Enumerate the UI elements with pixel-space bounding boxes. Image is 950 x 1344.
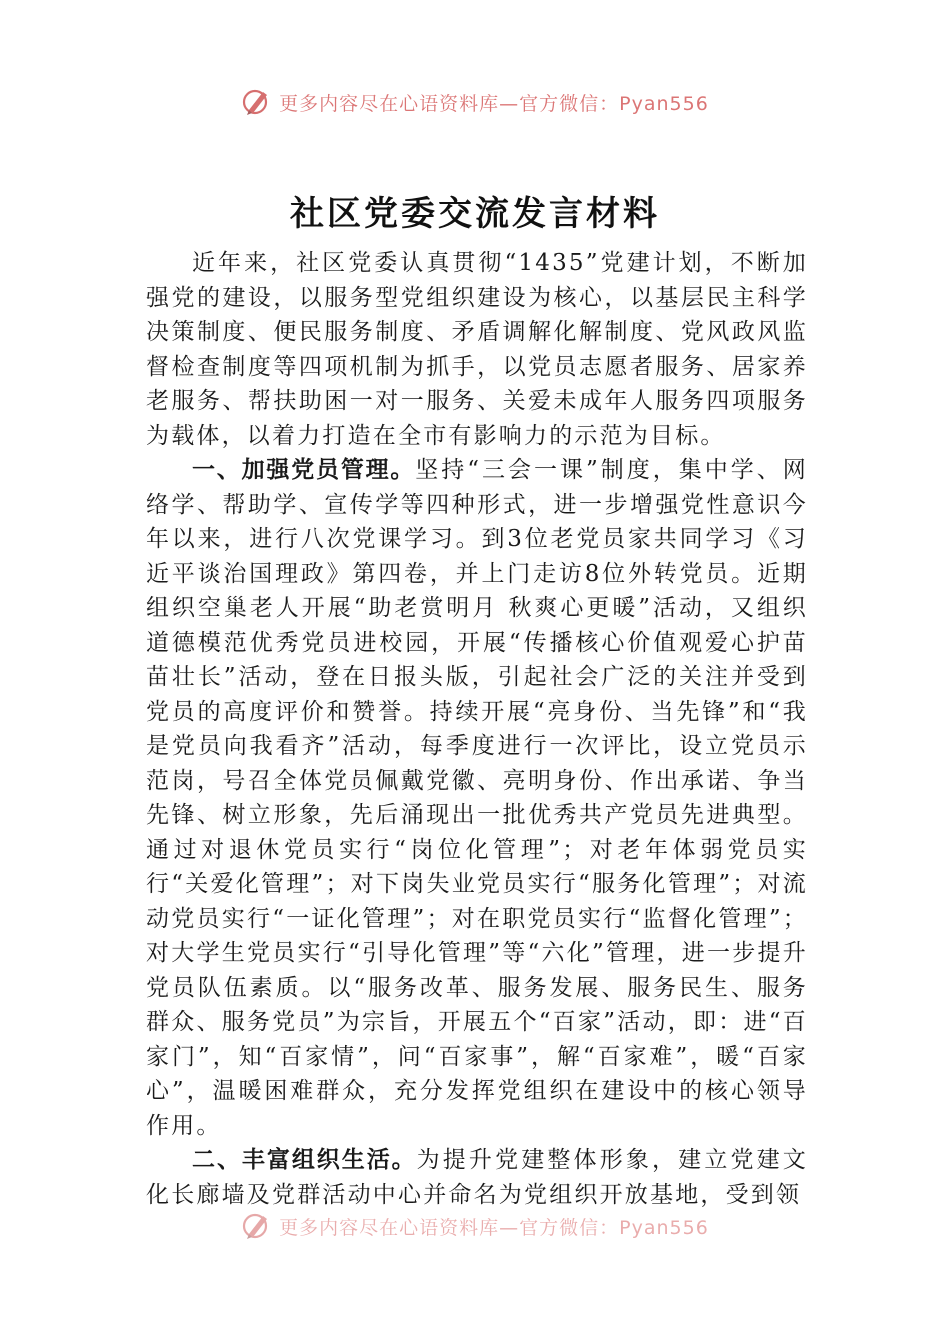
watermark-text: 更多内容尽在心语资料库—官方微信：Pyan556: [279, 92, 709, 115]
section-heading: 二、丰富组织生活。: [192, 1147, 417, 1173]
paragraph-intro: [146, 246, 808, 453]
paragraph-text: 坚持“三会一课”制度，集中学、网络学、帮助学、宣传学等四种形式，进一步增强党性意识今年以来，进行八次党课学习。到3位老党员家共同学习《习近平谈治国理政》第四卷，并上门走访8位外转党员。近期组织空巢老人开展“助老赏明月 秋爽心更暖”活动，又组织道德模范优秀党员进校园，开展“传播核心价值观爱心护苗苗壮长”活动，登在日报头版，引起社会广泛的关注并受到党员的高度评价和赞誉。持续开展“亮身份、当先锋”和“我是党员向我看齐”活动，每季度进行一次评比，设立党员示范岗，号召全体党员佩戴党徽、亮明身份、作出承诺、争当先锋、树立形象，先后涌现出一批优秀共产党员先进典型。通过对退休党员实行“岗位化管理”；对老年体弱党员实行“关爱化管理”；对下岗失业党员实行“服务化管理”；对流动党员实行“一证化管理”；对在职党员实行“监督化管理”；对大学生党员实行“引导化管理”等“六化”管理，进一步提升党员队伍素质。以“服务改革、服务发展、服务民生、服务群众、服务党员”为宗旨，开展五个“百家”活动，即：进“百家门”，知“百家情”，问“百家事”，解“百家难”，暖“百家心”，温暖困难群众，充分发挥党组织在建设中的核心领导作用。: [146, 457, 809, 1139]
paragraph-section-2: [146, 1143, 808, 1212]
document-body: [146, 246, 808, 1212]
pen-logo-icon: [241, 86, 273, 118]
paragraph-section-1: [146, 453, 808, 1143]
watermark-header: [0, 82, 950, 122]
document-title: 社区党委交流发言材料: [290, 194, 660, 234]
section-heading: 一、加强党员管理。: [192, 457, 416, 483]
paragraph-text: 为提升党建整体形象，建立党建文化长廊墙及党群活动中心并命名为党组织开放基地，受到领: [146, 1147, 809, 1208]
watermark-footer: [0, 1206, 950, 1246]
pen-logo-icon: [241, 1210, 273, 1242]
watermark-text: 更多内容尽在心语资料库—官方微信：Pyan556: [279, 1216, 709, 1239]
paragraph-text: 近年来，社区党委认真贯彻“1435”党建计划，不断加强党的建设，以服务型党组织建设为核心，以基层民主科学决策制度、便民服务制度、矛盾调解化解制度、党风政风监督检查制度等四项机制为抓手，以党员志愿者服务、居家养老服务、帮扶助困一对一服务、关爱未成年人服务四项服务为载体，以着力打造在全市有影响力的示范为目标。: [146, 250, 808, 449]
